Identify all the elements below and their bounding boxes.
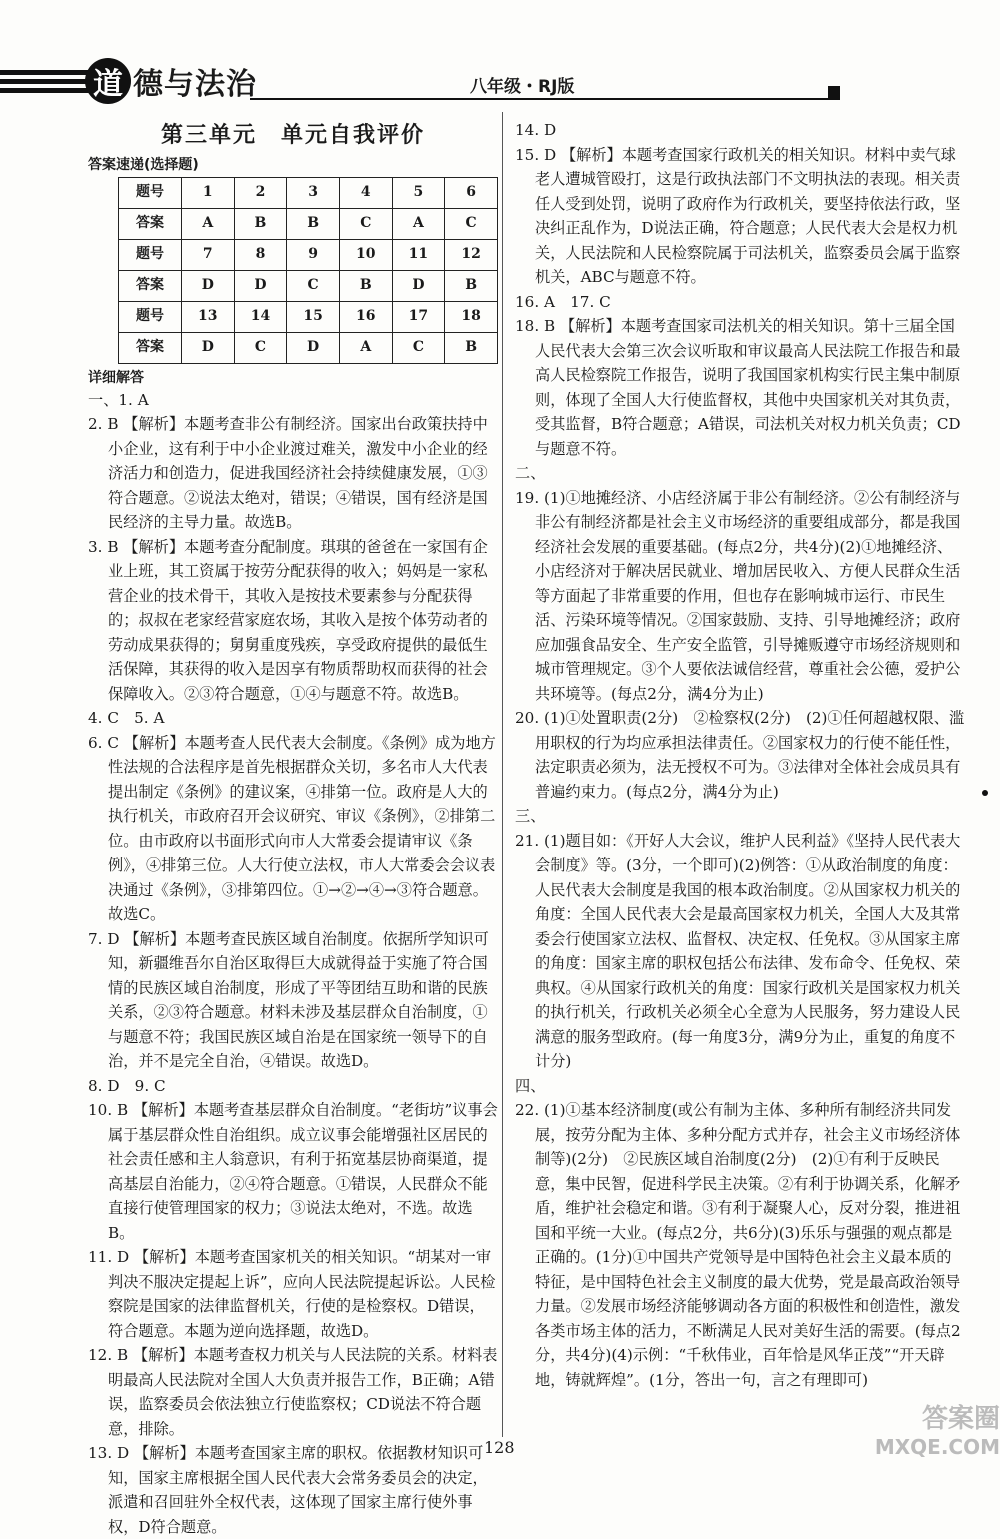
question-number-cell: 6 — [445, 177, 498, 208]
answer-paragraph: 22. (1)①基本经济制度(或公有制为主体、多种所有制经济共同发展，按劳分配为主体、多种分配方式并存，社会主义市场经济体制等)(2分) ②民族区域自治制度(2分) (2)①有利于反映民意，集中民智，促进科学民主决策。②有利于协调关系，化解矛盾，维护社会稳定和谐。③有利于凝聚人心，反对分裂，推进祖国和平统一大业。(每点2分，共6分)(3)乐乐与强强的观点都是正确的。(1分)①中国共产党领导是中国特色社会主义最本质的特征，是中国特色社会主义制度的最大优势，党是最高政治领导力量。②发展市场经济能够调动各方面的积极性和创造性，激发各类市场主体的活力，不断满足人民对美好生活的需要。(每点2分，共4分)(4)示例：“千秋伟业，百年恰是风华正茂”“开天辟地，铸就辉煌”。(1分，答出一句，言之有理即可) — [515, 1098, 965, 1392]
answer-paragraph: 7. D 【解析】本题考查民族区域自治制度。依据所学知识可知，新疆维吾尔自治区取得巨大成就得益于实施了符合国情的民族区域自治制度，形成了平等团结互助和谐的民族关系，②③符合题意。材料未涉及基层群众自治制度，①与题意不符；我国民族区域自治是在国家统一领导下的自治，并不是完全自治，④错误。故选D。 — [88, 927, 498, 1074]
question-number-cell: 13 — [181, 301, 234, 332]
question-number-cell: 8 — [234, 239, 287, 270]
answer-paragraph: 4. C 5. A — [88, 706, 498, 731]
row-header-question: 题号 — [119, 177, 182, 208]
answer-paragraph: 6. C 【解析】本题考查人民代表大会制度。《条例》成为地方性法规的合法程序是首先根据群众关切，多名市人大代表提出制定《条例》的建议案，④排第一位。政府是人大的执行机关，市政府召开会议研究、审议《条例》，②排第二位。由市政府以书面形式向市人大常委会提请审议《条例》，④排第三位。人大行使立法权，市人大常委会会议表决通过《条例》，③排第四位。①→②→④→③符合题意。故选C。 — [88, 731, 498, 927]
answer-cell: A — [392, 208, 445, 239]
answer-paragraph: 13. D 【解析】本题考查国家主席的职权。依据教材知识可知，国家主席根据全国人民代表大会常务委员会的决定，派遣和召回驻外全权代表，这体现了国家主席行使外事权，D符合题意。 — [88, 1441, 498, 1539]
detailed-label: 详细解答 — [88, 368, 498, 388]
answer-cell: B — [445, 332, 498, 363]
row-header-answer: 答案 — [119, 208, 182, 239]
answer-paragraph: 四、 — [515, 1074, 965, 1099]
left-column — [88, 118, 498, 1539]
answer-paragraph: 12. B 【解析】本题考查权力机关与人民法院的关系。材料表明最高人民法院对全国人大负责并报告工作，B正确；A错误，监察委员会依法独立行使监察权；CD说法不符合题意，排除。 — [88, 1343, 498, 1441]
answer-paragraph: 3. B 【解析】本题考查分配制度。琪琪的爸爸在一家国有企业上班，其工资属于按劳分配获得的收入；妈妈是一家私营企业的技术骨干，其收入是按技术要素参与分配获得的；叔叔在老家经营家庭农场，其收入是按个体劳动者的劳动成果获得的；舅舅重度残疾，享受政府提供的最低生活保障，其获得的收入是因享有物质帮助权而获得的社会保障收入。②③符合题意，①④与题意不符。故选B。 — [88, 535, 498, 707]
right-column — [515, 118, 965, 1392]
logo-first-char: 道 — [85, 58, 131, 104]
answer-paragraph: 14. D — [515, 118, 965, 143]
answer-cell: D — [234, 270, 287, 301]
table-row — [119, 239, 498, 270]
answer-cell: C — [234, 332, 287, 363]
unit-title: 第三单元 单元自我评价 — [88, 124, 498, 149]
answer-cell: A — [339, 332, 392, 363]
answer-cell: C — [287, 270, 340, 301]
question-number-cell: 11 — [392, 239, 445, 270]
question-number-cell: 1 — [181, 177, 234, 208]
watermark-line2: MXQE.COM — [825, 1435, 1000, 1459]
table-row — [119, 270, 498, 301]
question-number-cell: 12 — [445, 239, 498, 270]
quick-answers-label: 答案速递(选择题) — [88, 155, 498, 175]
logo-rest: 德与法治 — [133, 59, 257, 103]
row-header-answer: 答案 — [119, 332, 182, 363]
answer-cell: B — [234, 208, 287, 239]
answer-cell: B — [339, 270, 392, 301]
question-number-cell: 9 — [287, 239, 340, 270]
answer-cell: D — [287, 332, 340, 363]
question-number-cell: 18 — [445, 301, 498, 332]
answer-paragraph: 11. D 【解析】本题考查国家机关的相关知识。“胡某对一审判决不服决定提起上诉”，应向人民法院提起诉讼。人民检察院是国家的法律监督机关，行使的是检察权。D错误，符合题意。本题为逆向选择题，故选D。 — [88, 1245, 498, 1343]
question-number-cell: 7 — [181, 239, 234, 270]
question-number-cell: 3 — [287, 177, 340, 208]
table-row — [119, 208, 498, 239]
question-number-cell: 10 — [339, 239, 392, 270]
question-number-cell: 5 — [392, 177, 445, 208]
subject-logo — [85, 58, 257, 104]
column-divider — [502, 112, 503, 1437]
answer-paragraph: 19. (1)①地摊经济、小店经济属于非公有制经济。②公有制经济与非公有制经济都是社会主义市场经济的重要组成部分，都是我国经济社会发展的重要基础。(每点2分，共4分)(2)①地摊经济、小店经济对于解决居民就业、增加居民收入、方便人民群众生活等方面起了非常重要的作用，但也存在影响城市运行、市民生活、污染环境等情况。②国家鼓励、支持、引导地摊经济；政府应加强食品安全、生产安全监管，引导摊贩遵守市场经济规则和城市管理规定。③个人要依法诚信经营，尊重社会公德，爱护公共环境等。(每点2分，满4分为止) — [515, 486, 965, 707]
question-number-cell: 15 — [287, 301, 340, 332]
grade-label: 八年级・RJ版 — [470, 72, 574, 97]
answer-paragraph: 一、1. A — [88, 388, 498, 413]
answer-cell: C — [339, 208, 392, 239]
answer-cell: D — [181, 270, 234, 301]
answer-paragraph: 2. B 【解析】本题考查非公有制经济。国家出台政策扶持中小企业，这有利于中小企业渡过难关，激发中小企业的经济活力和创造力，促进我国经济社会持续健康发展，①③符合题意。②说法太绝对，错误；④错误，国有经济是国民经济的主导力量。故选B。 — [88, 412, 498, 535]
answer-paragraph: 15. D 【解析】本题考查国家行政机关的相关知识。材料中卖气球老人遭城管殴打，这是行政执法部门不文明执法的表现。相关责任人受到处罚，说明了政府作为行政机关，要坚持依法行政，坚决纠正乱作为，D说法正确，符合题意；人民代表大会是权力机关，人民法院和人民检察院属于司法机关，监察委员会属于监察机关，ABC与题意不符。 — [515, 143, 965, 290]
header-rule — [250, 98, 840, 100]
answer-paragraph: 二、 — [515, 461, 965, 486]
question-number-cell: 16 — [339, 301, 392, 332]
table-row — [119, 301, 498, 332]
answer-cell: D — [392, 270, 445, 301]
watermark-line1: 答案圈 — [825, 1398, 1000, 1435]
table-row — [119, 332, 498, 363]
header-square-icon — [828, 86, 840, 98]
answer-paragraph: 10. B 【解析】本题考查基层群众自治制度。“老街坊”议事会属于基层群众性自治组织。成立议事会能增强社区居民的社会责任感和主人翁意识，有利于拓宽基层协商渠道，提高基层自治能力，②④符合题意。①错误，人民群众不能直接行使管理国家的权力；③说法太绝对，不选。故选B。 — [88, 1098, 498, 1245]
page-number: 128 — [484, 1438, 515, 1457]
margin-dot — [982, 790, 988, 796]
answer-cell: B — [445, 270, 498, 301]
row-header-question: 题号 — [119, 301, 182, 332]
header-stripes — [0, 70, 90, 97]
table-row — [119, 177, 498, 208]
answer-paragraph: 三、 — [515, 804, 965, 829]
watermark — [825, 1398, 1000, 1479]
row-header-question: 题号 — [119, 239, 182, 270]
page-header — [0, 0, 1000, 110]
answer-cell: C — [445, 208, 498, 239]
answer-paragraph: 21. (1)题目如：《开好人大会议，维护人民利益》《坚持人民代表大会制度》等。(3分，一个即可)(2)例答：①从政治制度的角度：人民代表大会制度是我国的根本政治制度。②从国家权力机关的角度：全国人民代表大会是最高国家权力机关，全国人大及其常委会行使国家立法权、监督权、决定权、任免权。③从国家主席的角度：国家主席的职权包括公布法律、发布命令、任免权、荣典权。④从国家行政机关的角度：国家行政机关是国家权力机关的执行机关，行政机关必须全心全意为人民服务，努力建设人民满意的服务型政府。(每一角度3分，满9分为止，重复的角度不计分) — [515, 829, 965, 1074]
answer-paragraph: 8. D 9. C — [88, 1074, 498, 1099]
question-number-cell: 14 — [234, 301, 287, 332]
answer-paragraph: 18. B 【解析】本题考查国家司法机关的相关知识。第十三届全国人民代表大会第三次会议听取和审议最高人民法院工作报告和最高人民检察院工作报告，说明了我国国家机构实行民主集中制原则，体现了全国人大行使监督权，其他中央国家机关对其负责，受其监督，B符合题意；A错误，司法机关对权力机关负责；CD与题意不符。 — [515, 314, 965, 461]
question-number-cell: 4 — [339, 177, 392, 208]
answer-paragraph: 20. (1)①处置职责(2分) ②检察权(2分) (2)①任何超越权限、滥用职权的行为均应承担法律责任。②国家权力的行使不能任性，法定职责必须为，法无授权不可为。③法律对全体社会成员具有普遍约束力。(每点2分，满4分为止) — [515, 706, 965, 804]
answer-cell: A — [181, 208, 234, 239]
left-answers — [88, 388, 498, 1539]
row-header-answer: 答案 — [119, 270, 182, 301]
right-answers — [515, 118, 965, 1392]
question-number-cell: 2 — [234, 177, 287, 208]
answer-cell: C — [392, 332, 445, 363]
answer-table — [118, 177, 498, 364]
answer-cell: D — [181, 332, 234, 363]
answer-cell: B — [287, 208, 340, 239]
question-number-cell: 17 — [392, 301, 445, 332]
answer-paragraph: 16. A 17. C — [515, 290, 965, 315]
